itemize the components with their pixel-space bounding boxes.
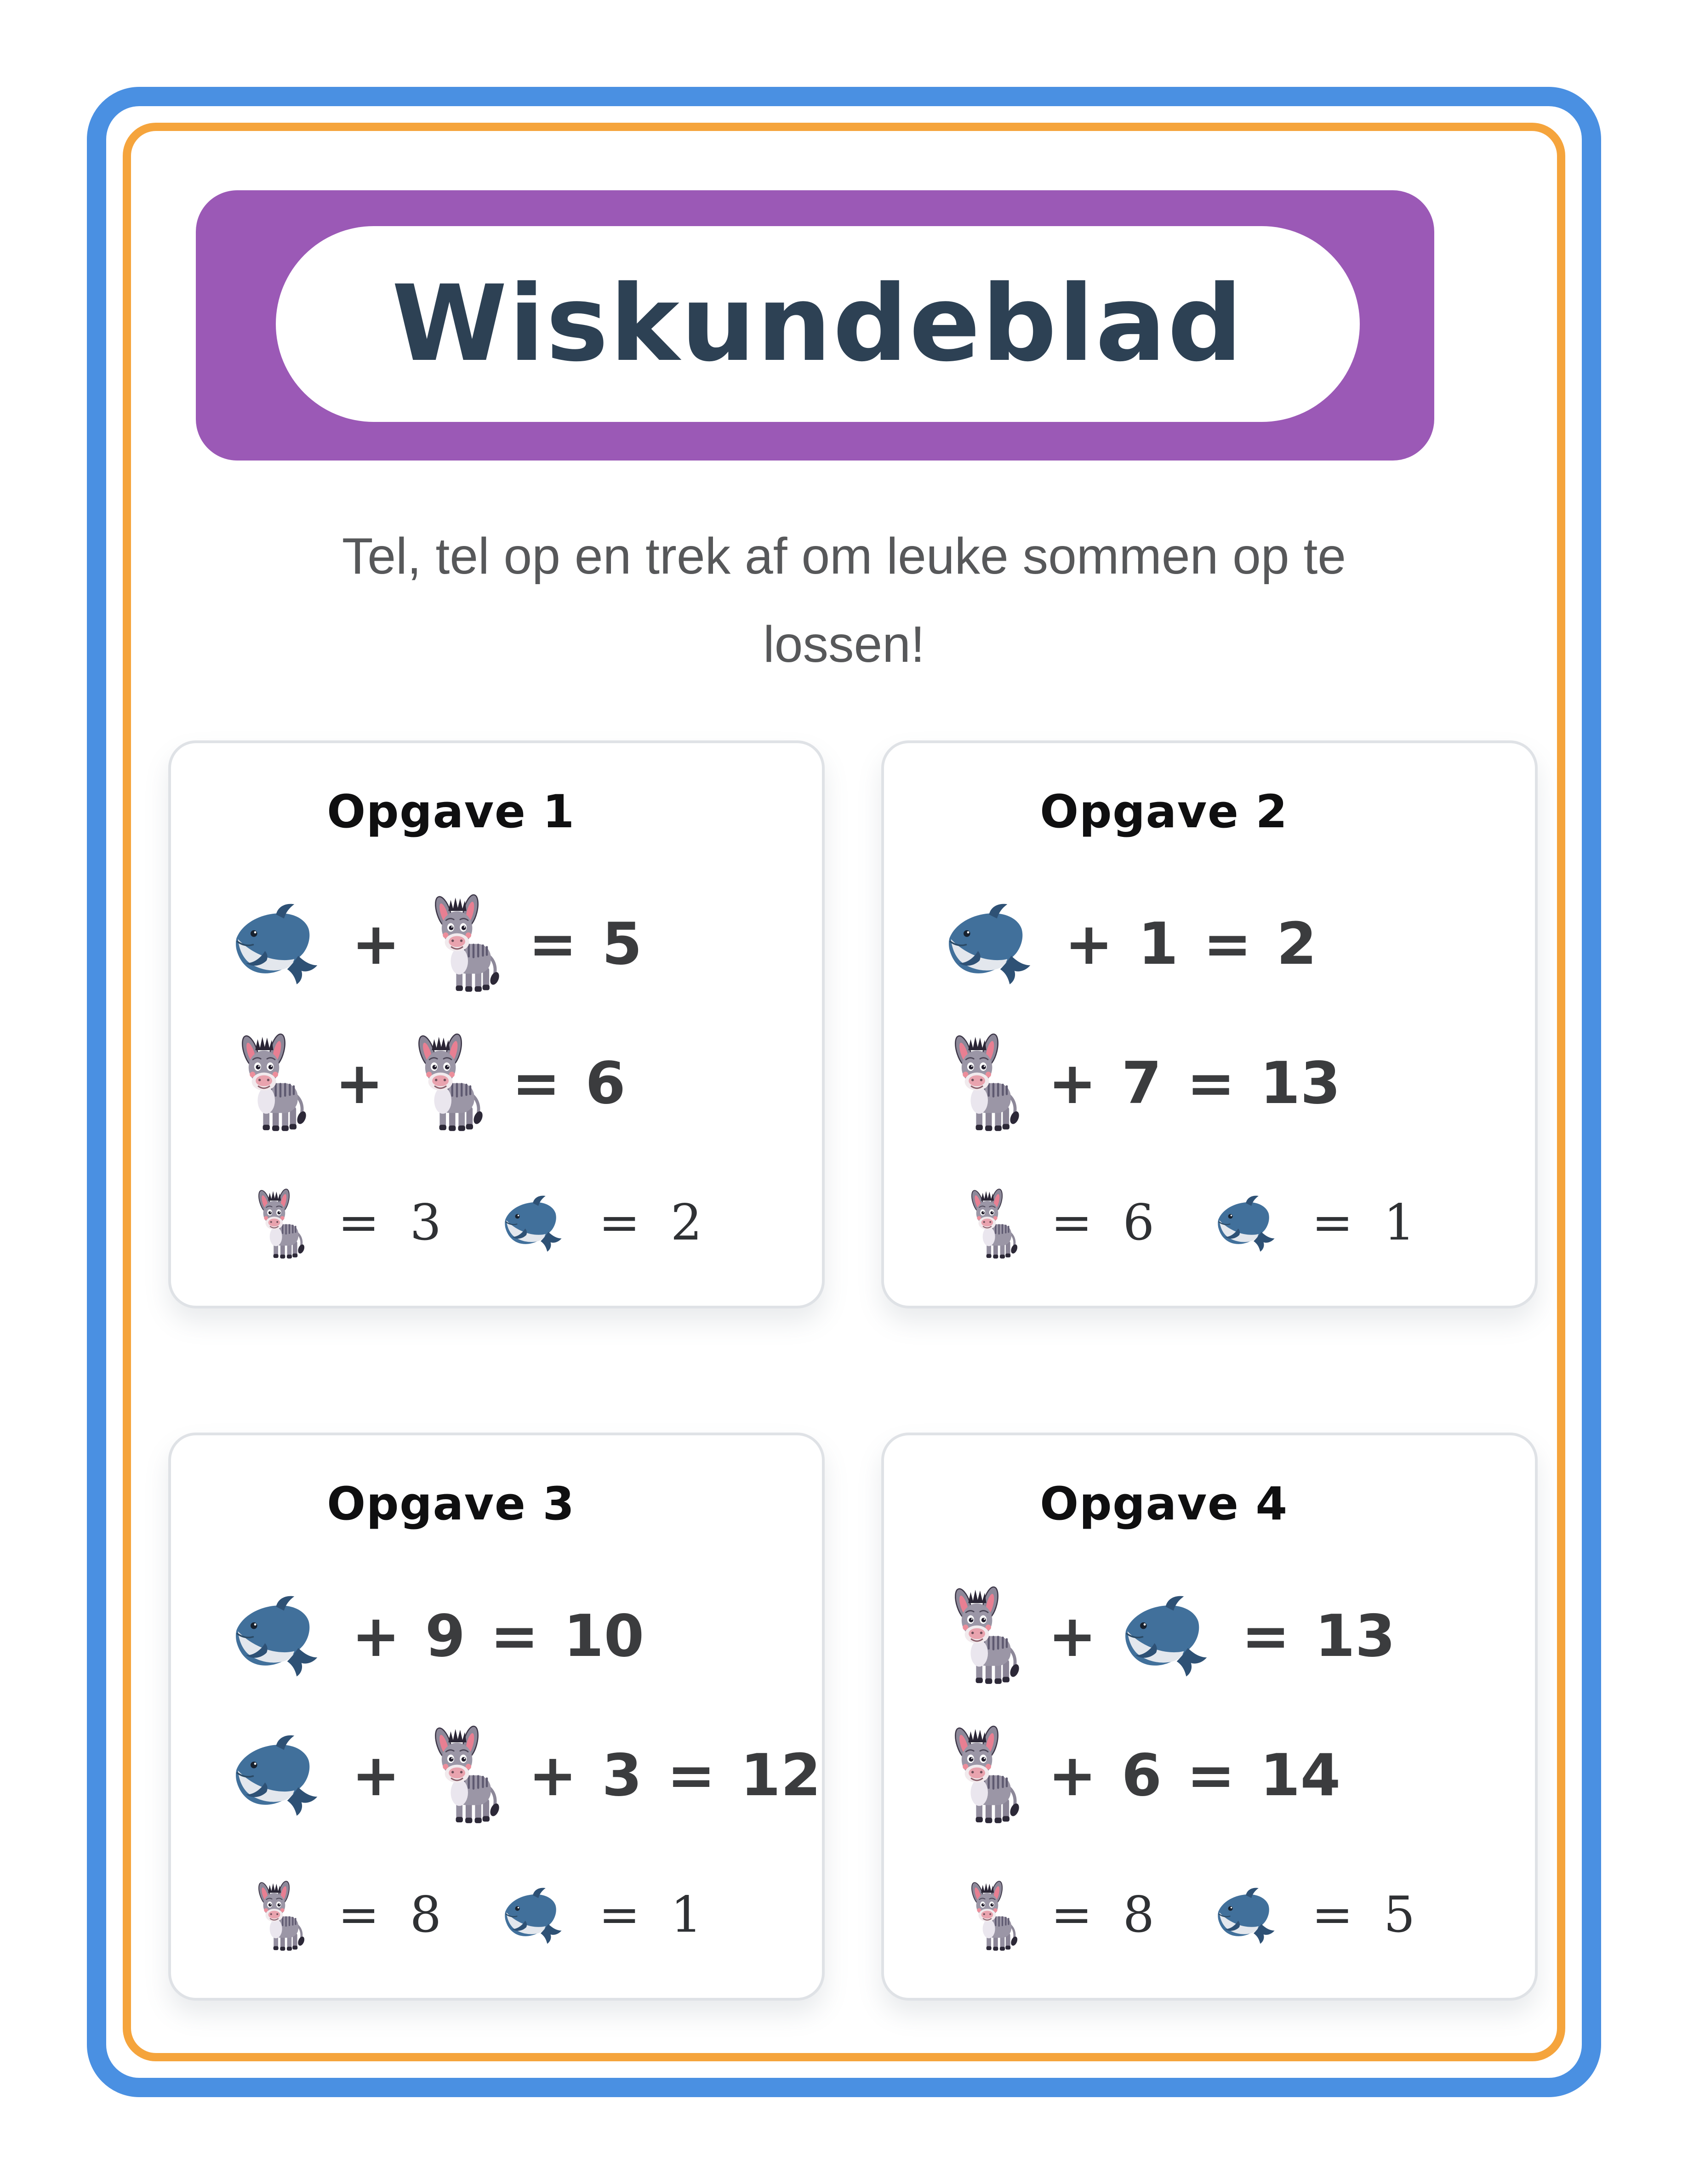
answer-value: 8 [410,1887,442,1944]
dolphin-icon [1122,1594,1217,1677]
equation-operator: + [1048,1048,1097,1116]
subtitle-line: Tel, tel op en trek af om leuke sommen op te [342,528,1346,585]
equation-number: 7 [1121,1048,1162,1116]
donkey-icon [409,1031,487,1133]
equation-number: 2 [1276,909,1317,977]
answer-equals: = [599,1887,640,1944]
page-title: Wiskundeblad [392,262,1244,385]
answer-value: 5 [1383,1887,1415,1944]
answer-group [251,1879,441,1952]
answer-group [1215,1886,1415,1944]
equation-operator: + [1048,1601,1097,1669]
equation-operator: + [335,1048,384,1116]
card-title: Opgave 4 [1040,1477,1288,1530]
header-title-pill [276,226,1360,422]
equation-row [945,1581,1507,1689]
equation-operator: = [1186,1740,1235,1809]
answers-row [251,1877,794,1954]
equation-operator: + [1065,909,1113,977]
equation-number: 6 [1121,1740,1162,1809]
equation-operator: = [1186,1048,1235,1116]
donkey-icon [425,892,504,994]
equation-row [232,1029,794,1136]
answers-row [964,1184,1507,1262]
opgave-card [881,1433,1538,2001]
card-title: Opgave 2 [1040,785,1288,838]
card-title: Opgave 1 [327,785,575,838]
equation-row [945,889,1507,997]
donkey-icon [945,1723,1023,1826]
opgave-card [168,1433,825,2001]
equation-operator: + [528,1740,577,1809]
answer-value: 8 [1123,1887,1155,1944]
answer-equals: = [1051,1887,1093,1944]
equation-number: 14 [1260,1740,1341,1809]
equation-operator: + [352,909,400,977]
answer-equals: = [1051,1194,1093,1251]
answer-group [964,1879,1154,1952]
answer-group [964,1187,1154,1260]
equation-row [945,1721,1507,1828]
equation-row [232,1721,821,1828]
equation-operator: + [1048,1740,1097,1809]
subtitle-line: lossen! [763,616,925,673]
dolphin-icon [1215,1194,1281,1252]
equation-number: 12 [740,1740,821,1809]
equation-operator: + [352,1601,400,1669]
subtitle [154,513,1534,689]
answer-value: 3 [410,1194,442,1251]
equation-row [232,1581,794,1689]
opgave-card [168,740,825,1308]
equation-number: 3 [602,1740,642,1809]
answers-row [964,1877,1507,1954]
equation-number: 1 [1138,909,1179,977]
answer-group [1215,1194,1415,1252]
opgave-card [881,740,1538,1308]
equation-number: 10 [563,1601,644,1669]
answer-equals: = [599,1194,640,1251]
answer-equals: = [1312,1887,1353,1944]
answer-group [502,1886,702,1944]
donkey-icon [251,1187,308,1260]
header-banner [196,190,1434,461]
dolphin-icon [945,902,1040,984]
dolphin-icon [502,1194,568,1252]
equation-operator: = [667,1740,716,1809]
answer-group [502,1194,702,1252]
equation-operator: = [490,1601,539,1669]
dolphin-icon [232,1594,327,1677]
card-title: Opgave 3 [327,1477,575,1530]
answer-value: 6 [1123,1194,1155,1251]
answer-equals: = [338,1194,380,1251]
equation-row [945,1029,1507,1136]
answer-value: 1 [670,1887,702,1944]
answer-equals: = [1312,1194,1353,1251]
equation-operator: + [352,1740,400,1809]
equation-number: 5 [602,909,642,977]
equation-number: 6 [585,1048,626,1116]
equation-number: 9 [425,1601,466,1669]
answer-equals: = [338,1887,380,1944]
dolphin-icon [1215,1886,1281,1944]
answer-value: 1 [1383,1194,1415,1251]
answer-value: 2 [670,1194,702,1251]
answers-row [251,1184,794,1262]
donkey-icon [964,1879,1021,1952]
donkey-icon [964,1187,1021,1260]
equation-operator: = [1241,1601,1290,1669]
donkey-icon [232,1031,310,1133]
equation-row [232,889,794,997]
dolphin-icon [232,1733,327,1816]
equation-operator: = [528,909,577,977]
equation-number: 13 [1315,1601,1396,1669]
donkey-icon [945,1031,1023,1133]
equation-operator: = [1203,909,1252,977]
dolphin-icon [232,902,327,984]
donkey-icon [251,1879,308,1952]
dolphin-icon [502,1886,568,1944]
equation-operator: = [512,1048,561,1116]
donkey-icon [425,1723,504,1826]
answer-group [251,1187,441,1260]
donkey-icon [945,1584,1023,1686]
equation-number: 13 [1260,1048,1341,1116]
